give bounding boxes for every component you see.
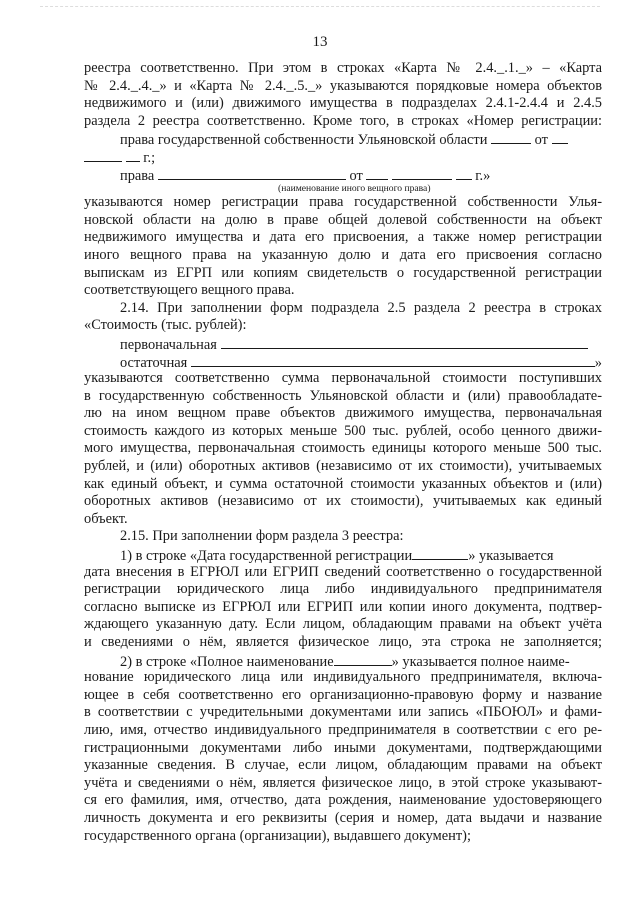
text-line: лию, имя, отчество индивидуального предпринимателя в соответствии с его ре- xyxy=(84,721,602,738)
registration-line xyxy=(84,166,602,184)
text-line: дата внесения в ЕГРЮЛ или ЕГРИП сведений соответственно о государственной xyxy=(84,563,602,580)
cost-line xyxy=(84,353,602,371)
text-line: и сведениями о нём, является физическое лицо, эта строка не заполняется; xyxy=(84,634,602,650)
text-line: иного вещного права на указанную долю и дата его присвоения согласно xyxy=(84,246,602,263)
text-fragment: 2) в строке «Полное наименование xyxy=(120,653,334,670)
text-line: стоимость каждого из которых меньше 500 тыс. рублей, особо ценного движи- xyxy=(84,422,602,439)
text-line: гистрационными документами либо иными документами, подтверждающими xyxy=(84,739,602,756)
text-line xyxy=(84,546,602,564)
page-number: 13 xyxy=(312,34,328,50)
text-line: оборотных активов (независимо от их стоимости), учитываемых как единый xyxy=(84,493,602,510)
text-fragment: первоначальная xyxy=(120,336,217,353)
text-line: ждающего указанную дату. Если лицом, обладающим правами на объект учёта xyxy=(84,616,602,633)
text-line: 2.15. При заполнении форм раздела 3 реестра: xyxy=(120,528,404,545)
text-line: объект. xyxy=(84,510,128,527)
text-line xyxy=(84,652,602,670)
blank-field xyxy=(126,148,140,162)
text-line: указываются соответственно сумма первоначальной стоимости поступивших xyxy=(84,370,602,387)
text-fragment: г.; xyxy=(143,149,156,166)
text-line: нование юридического лица или индивидуального предпринимателя, включа- xyxy=(84,669,602,686)
text-line: 2.14. При заполнении форм подраздела 2.5 раздела 2 реестра в строках xyxy=(120,299,602,316)
text-fragment: остаточная xyxy=(120,354,188,371)
blank-field xyxy=(412,546,468,560)
text-line: в государственную собственность Ульяновской области и (или) правообладате- xyxy=(84,387,602,404)
field-caption: (наименование иного вещного права) xyxy=(278,183,431,195)
text-line: мого имущества, первоначальная стоимость единицы которого меньше 500 тыс. xyxy=(84,440,602,457)
text-line: личность документа и его реквизиты (серия и номер, дата выдачи и название xyxy=(84,809,602,826)
blank-field xyxy=(221,335,588,349)
text-line: как единый объект, и сумма остаточной стоимости указанных объектов и (или) xyxy=(84,475,602,492)
text-line: недвижимого имущества и дата его присвоения, а также номер регистрации xyxy=(84,229,602,246)
blank-field xyxy=(191,353,595,367)
blank-field xyxy=(491,130,531,144)
text-line: раздела 2 реестра соответственно. Кроме того, в строках «Номер регистрации: xyxy=(84,112,602,129)
text-fragment: права государственной собственности Ульяновской области xyxy=(120,132,488,148)
text-line: «Стоимость (тыс. рублей): xyxy=(84,317,247,334)
text-fragment: права xyxy=(120,167,155,184)
text-line: ся его фамилия, имя, отчество, дата рождения, наименование удостоверяющего xyxy=(84,792,602,809)
blank-field xyxy=(158,166,346,180)
text-line: рублей, и (или) оборотных активов (независимо от их стоимости), учитываемых xyxy=(84,458,602,475)
text-fragment: » указывается полное наиме- xyxy=(391,653,570,670)
text-line: государственного органа (организации), выдавшего документ); xyxy=(84,827,471,844)
text-line: согласно выписке из ЕГРЮЛ или ЕГРИП или копии иного документа, подтвер- xyxy=(84,598,602,615)
registration-line xyxy=(84,148,602,166)
text-line: выпискам из ЕГРП или копиям свидетельств о государственной регистрации xyxy=(84,264,602,281)
body-text xyxy=(84,60,602,845)
blank-field xyxy=(366,166,388,180)
blank-field xyxy=(334,652,392,666)
text-line: учёта и сведениями о нём, является физическое лицо, в этой строке указывают- xyxy=(84,774,602,791)
text-line: в соответствии с учредительными документами или запись «ПБОЮЛ» и фами- xyxy=(84,704,602,721)
text-line: указываются номер регистрации права государственной собственности Улья- xyxy=(84,194,602,211)
text-line: лю на ином вещном праве объектов движимого имущества, первоначальная xyxy=(84,405,602,422)
scan-artifact xyxy=(40,6,600,9)
text-fragment: » xyxy=(594,354,602,371)
text-fragment: г.» xyxy=(475,167,491,184)
text-line: реестра соответственно. При этом в строках «Карта № 2.4._.1._» – «Карта xyxy=(84,60,602,76)
text-line: соответствующего вещного права. xyxy=(84,282,295,299)
blank-field xyxy=(552,130,568,144)
blank-field xyxy=(392,166,452,180)
cost-line xyxy=(84,335,602,353)
registration-line xyxy=(84,130,602,148)
text-line: новской области на долю в праве общей долевой собственности на объект xyxy=(84,211,602,228)
text-line: ющее в себя соответственно его организационно-правовую форму и название xyxy=(84,686,602,703)
text-fragment: 1) в строке «Дата государственной регистрации xyxy=(120,548,413,564)
text-fragment: от xyxy=(534,132,548,148)
blank-field xyxy=(84,148,122,162)
blank-field xyxy=(456,166,472,180)
text-fragment: от xyxy=(349,167,363,184)
text-fragment: » указывается xyxy=(468,548,554,564)
text-line: недвижимого и (или) движимого имущества в подразделах 2.4.1-2.4.4 и 2.4.5 xyxy=(84,95,602,112)
text-line: № 2.4._.4._» и «Карта № 2.4._.5._» указываются порядковые номера объектов xyxy=(84,77,602,94)
text-line: регистрации юридического лица либо индивидуального предпринимателя xyxy=(84,581,602,598)
text-line: указанные сведения. В случае, если лицом, обладающим правами на объект xyxy=(84,757,602,774)
